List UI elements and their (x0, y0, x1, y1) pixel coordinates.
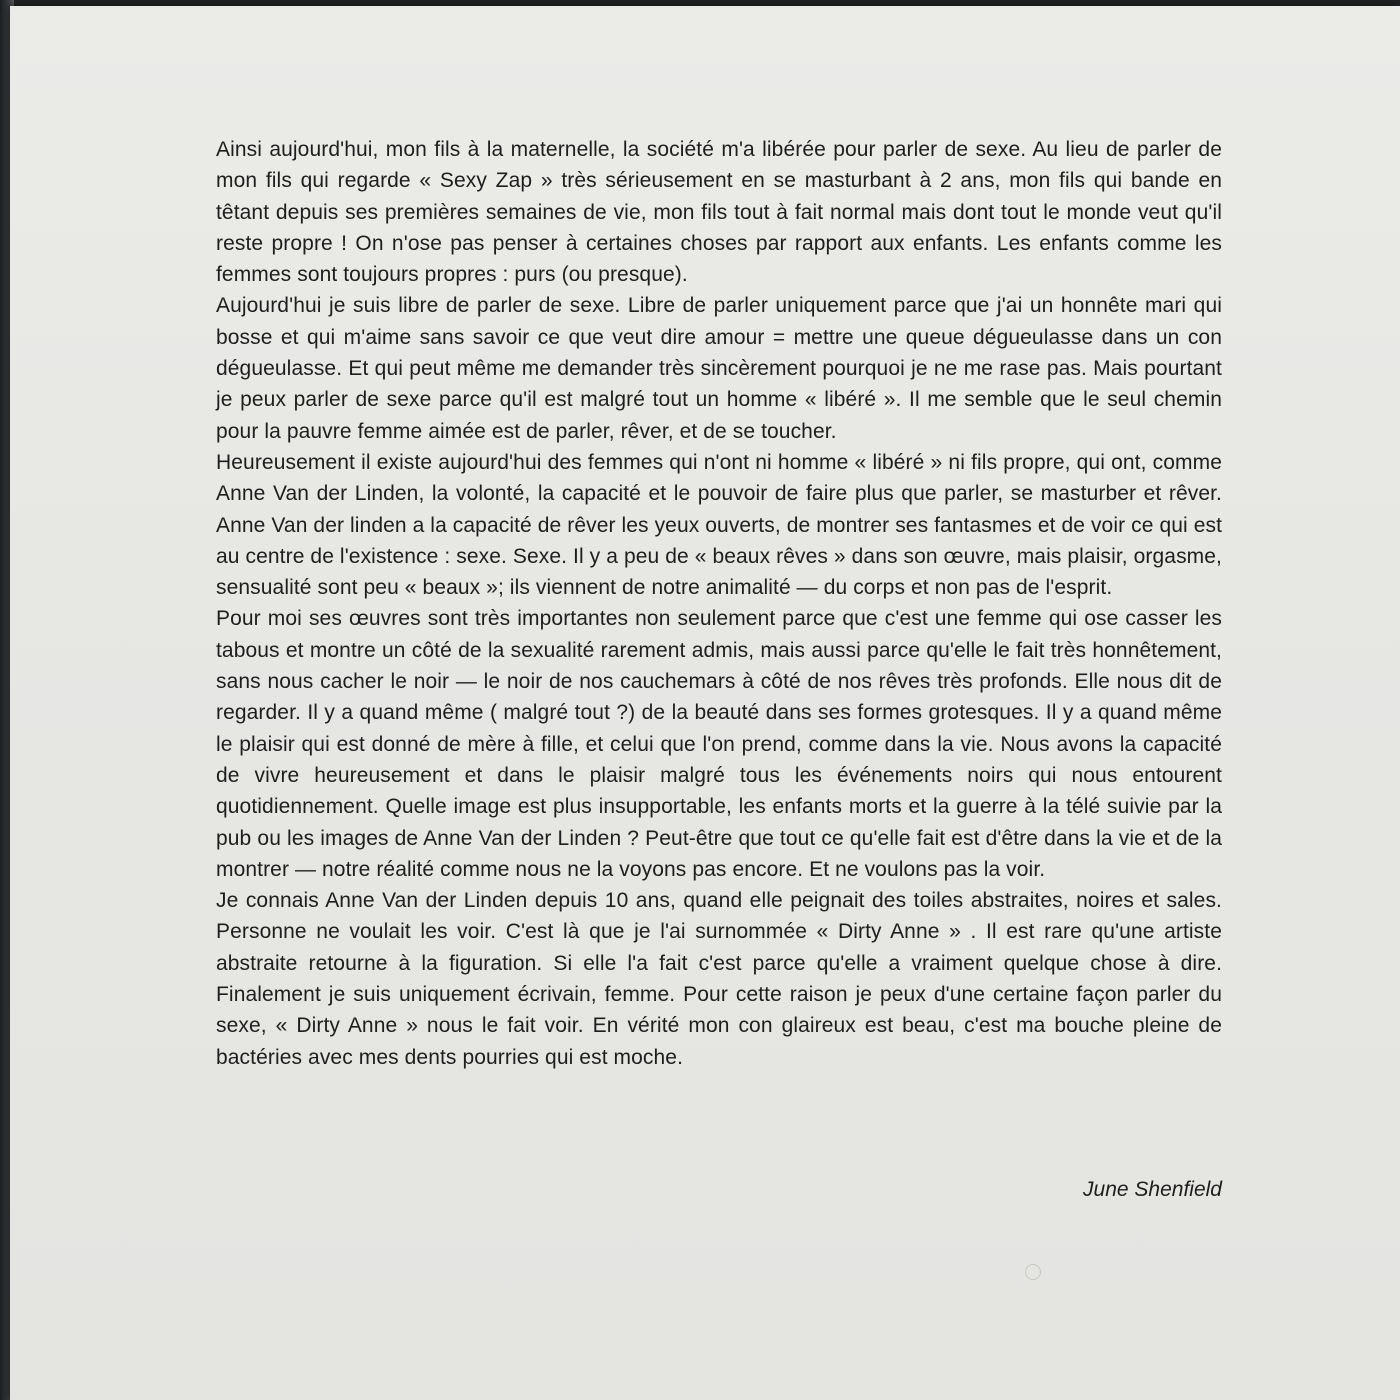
document-page (10, 6, 1400, 1400)
paragraph-2: Aujourd'hui je suis libre de parler de sexe. Libre de parler uniquement parce que j'ai un honnête mari qui bosse et qui m'aime sans savoir ce que veut dire amour = mettre une queue dégueulasse dans un con dégueulasse. Et qui peut même me demander très sincèrement pourquoi je ne me rase pas. Mais pourtant je peux parler de sexe parce qu'il est malgré tout un homme « libéré ». Il me semble que le seul chemin pour la pauvre femme aimée est de parler, rêver, et de se toucher. (216, 294, 1222, 443)
author-signature: June Shenfield (1083, 1178, 1222, 1201)
paragraph-5: Je connais Anne Van der Linden depuis 10 ans, quand elle peignait des toiles abstraites, noires et sales. Personne ne voulait les voir. C'est là que je l'ai surnommée « Dirty Anne » . Il est rare qu'une artiste abstraite retourne à la figuration. Si elle l'a fait c'est parce qu'elle a vraiment quelque chose à dire. Finalement je suis uniquement écrivain, femme. Pour cette raison je peux d'une certaine façon parler du sexe, « Dirty Anne » nous le fait voir. En vérité mon con glaireux est beau, c'est ma bouche pleine de bactéries avec mes dents pourries qui est moche. (216, 889, 1222, 1069)
paper-blemish (1025, 1264, 1041, 1280)
paragraph-4: Pour moi ses œuvres sont très importantes non seulement parce que c'est une femme qui ose casser les tabous et montre un côté de la sexualité rarement admis, mais aussi parce qu'elle le fait très honnêtement, sans nous cacher le noir — le noir de nos cauchemars à côté de nos rêves très profonds. Elle nous dit de regarder. Il y a quand même ( malgré tout ?) de la beauté dans ses formes grotesques. Il y a quand même le plaisir qui est donné de mère à fille, et celui que l'on prend, comme dans la vie. Nous avons la capacité de vivre heureusement et dans le plaisir malgré tous les événements noirs qui nous entourent quotidiennement. Quelle image est plus insupportable, les enfants morts et la guerre à la télé suivie par la pub ou les images de Anne Van der Linden ? Peut-être que tout ce qu'elle fait est d'être dans la vie et de la montrer — notre réalité comme nous ne la voyons pas encore. Et ne voulons pas la voir. (216, 607, 1222, 881)
body-text (216, 134, 1222, 1073)
paragraph-3: Heureusement il existe aujourd'hui des femmes qui n'ont ni homme « libéré » ni fils propre, qui ont, comme Anne Van der Linden, la volonté, la capacité et le pouvoir de faire plus que parler, se masturber et rêver. Anne Van der linden a la capacité de rêver les yeux ouverts, de montrer ses fantasmes et de voir ce qui est au centre de l'existence : sexe. Sexe. Il y a peu de « beaux rêves » dans son œuvre, mais plaisir, orgasme, sensualité sont peu « beaux »; ils viennent de notre animalité — du corps et non pas de l'esprit. (216, 450, 1223, 600)
paragraph-1: Ainsi aujourd'hui, mon fils à la maternelle, la société m'a libérée pour parler de sexe. Au lieu de parler de mon fils qui regarde « Sexy Zap » très sérieusement en se masturbant à 2 ans, mon fils qui bande en têtant depuis ses premières semaines de vie, mon fils tout à fait normal mais dont tout le monde veut qu'il reste propre ! On n'ose pas penser à certaines choses par rapport aux enfants. Les enfants comme les femmes sont toujours propres : purs (ou presque). (216, 138, 1222, 287)
